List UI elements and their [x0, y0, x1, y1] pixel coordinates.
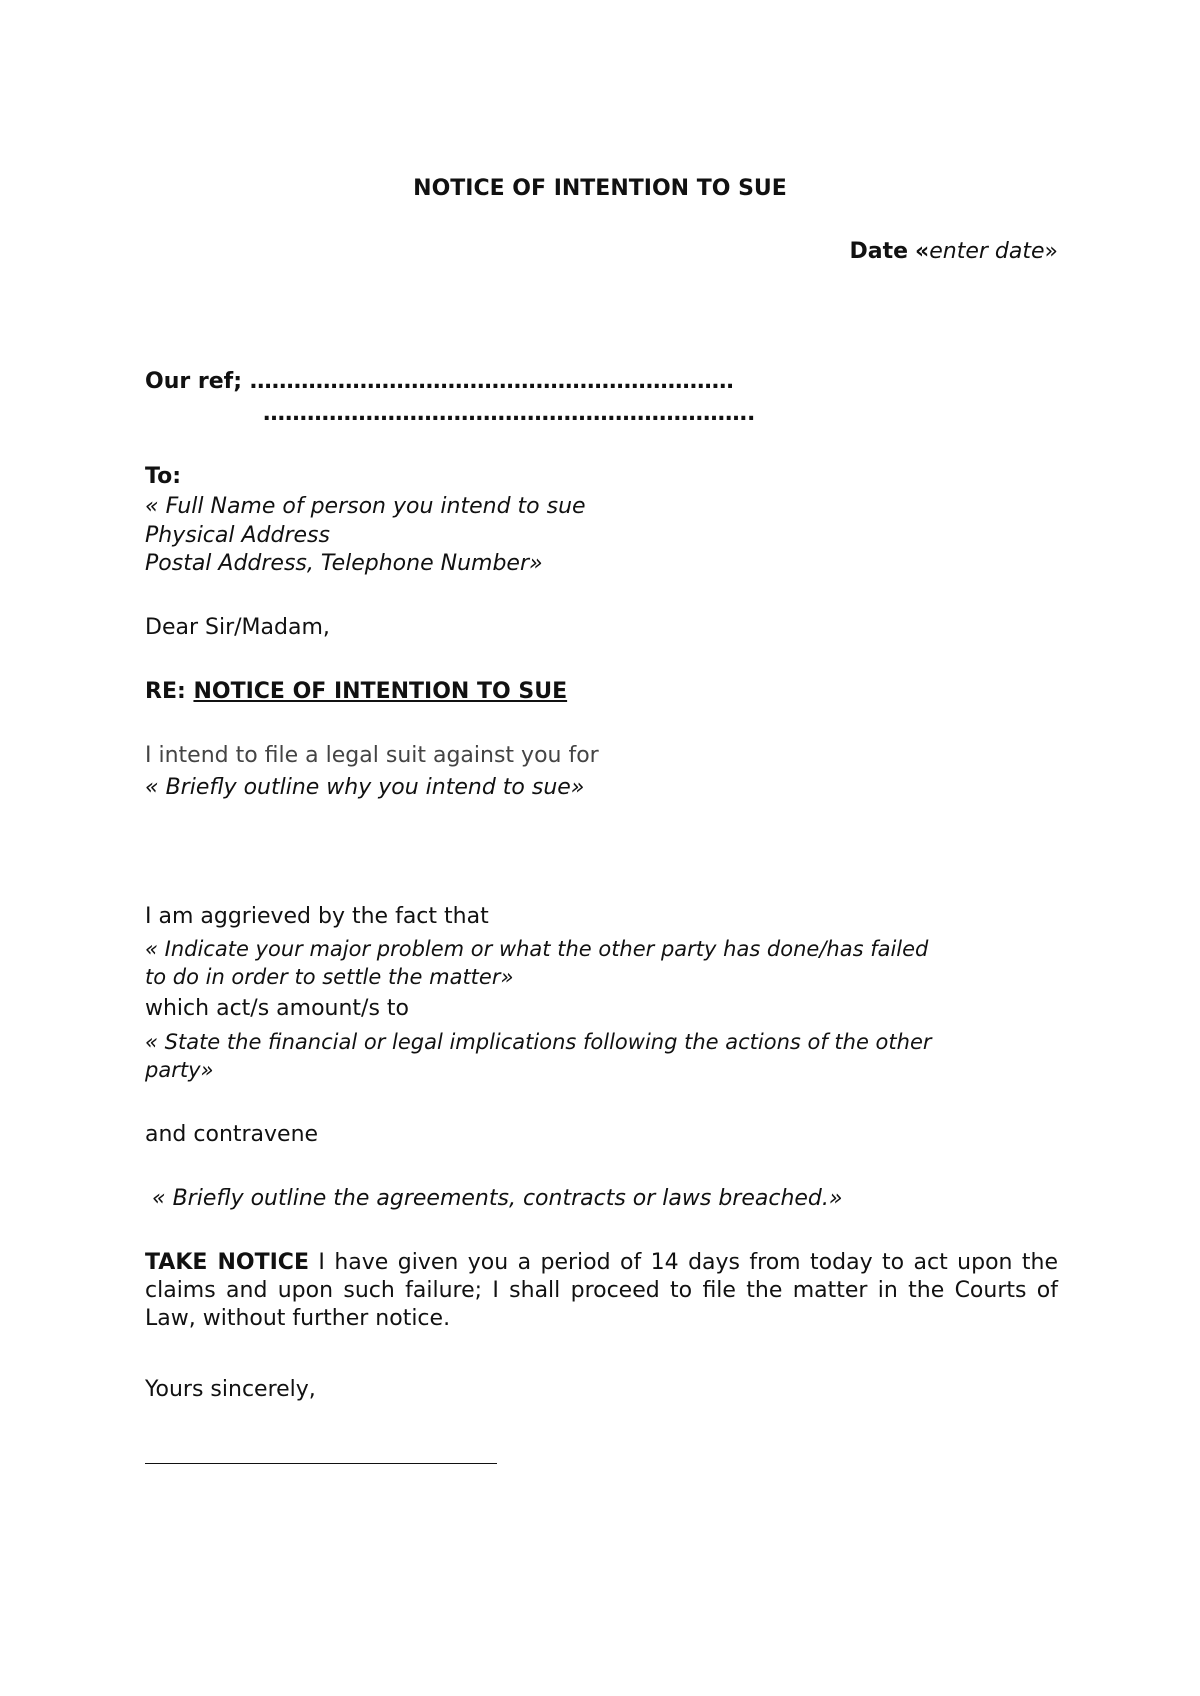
- salutation: Dear Sir/Madam,: [145, 615, 330, 640]
- signature-line: [145, 1463, 497, 1464]
- recipient-postal-address: Postal Address, Telephone Number»: [145, 551, 543, 576]
- body-contravene: and contravene: [145, 1122, 319, 1147]
- ref-line: [145, 368, 734, 396]
- date-line: Date «enter date»: [849, 239, 1058, 264]
- recipient-name: « Full Name of person you intend to sue: [145, 494, 586, 519]
- ref-dots-1: …………………………………………………………: [249, 369, 734, 394]
- ref-dots-2: ………………………………………………………….: [263, 401, 756, 426]
- document-title: NOTICE OF INTENTION TO SUE: [413, 176, 787, 201]
- body-amounts-placeholder-1: « State the financial or legal implications following the actions of the other: [145, 1030, 932, 1054]
- subject-line: [145, 678, 567, 706]
- body-intent-placeholder: « Briefly outline why you intend to sue»: [145, 775, 585, 800]
- body-aggrieved-placeholder-1: « Indicate your major problem or what the other party has done/has failed: [145, 937, 929, 961]
- date-label: Date: [849, 239, 909, 264]
- body-amounts: which act/s amount/s to: [145, 996, 409, 1021]
- body-intent: I intend to file a legal suit against you for: [145, 743, 599, 768]
- body-aggrieved: I am aggrieved by the fact that: [145, 904, 489, 929]
- take-notice-paragraph: [145, 1249, 1058, 1333]
- closing: Yours sincerely,: [145, 1377, 316, 1402]
- subject-prefix: RE:: [145, 679, 186, 704]
- ref-label: Our ref;: [145, 369, 243, 394]
- body-aggrieved-placeholder-2: to do in order to settle the matter»: [145, 965, 514, 989]
- body-amounts-placeholder-2: party»: [145, 1058, 214, 1082]
- take-notice-label: TAKE NOTICE: [145, 1250, 309, 1275]
- recipient-label: To:: [145, 464, 181, 489]
- subject-text: NOTICE OF INTENTION TO SUE: [193, 679, 568, 704]
- body-contravene-placeholder: « Briefly outline the agreements, contracts or laws breached.»: [152, 1186, 843, 1211]
- date-placeholder: enter date: [929, 239, 1045, 264]
- take-notice-text: I have given you a period of 14 days from today to act upon the claims and upon such failure; I shall proceed to file the matter in the Courts of Law, without further notice.: [145, 1250, 1059, 1331]
- recipient-physical-address: Physical Address: [145, 523, 330, 548]
